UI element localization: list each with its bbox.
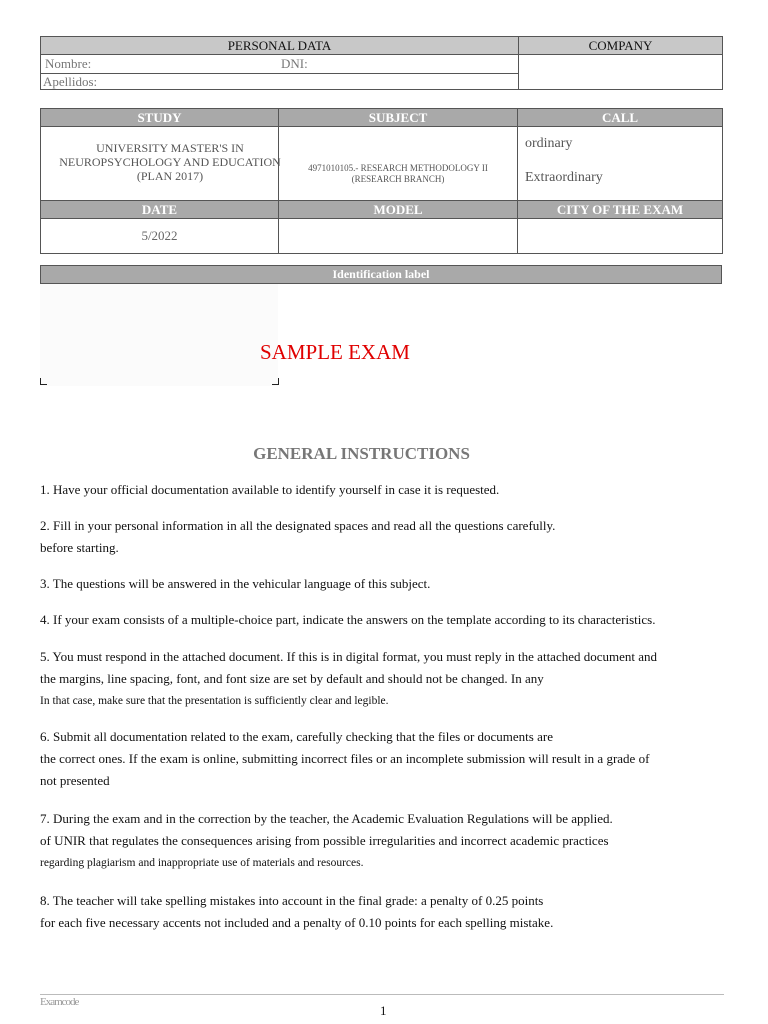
corner-mark-left — [40, 378, 47, 385]
study-line-1: UNIVERSITY MASTER'S IN — [96, 141, 244, 155]
subject-cell — [279, 127, 518, 201]
instructions-title: GENERAL INSTRUCTIONS — [253, 444, 470, 463]
footer-rule — [40, 994, 724, 995]
city-header: CITY OF THE EXAM — [518, 201, 723, 219]
instruction-4 — [40, 609, 730, 631]
company-header: COMPANY — [519, 37, 723, 55]
instruction-7 — [40, 808, 730, 874]
company-field[interactable] — [519, 55, 723, 90]
instruction-6-line-2: the correct ones. If the exam is online, submitting incorrect files or an incomplete submission will result in a grade of — [40, 751, 650, 766]
model-header: MODEL — [279, 201, 518, 219]
footer-exam-code: Examcode — [40, 996, 79, 1008]
instruction-4-line-1: 4. If your exam consists of a multiple-choice part, indicate the answers on the template according to its characteristics. — [40, 612, 656, 627]
nombre-label: Nombre: — [45, 56, 92, 71]
instruction-3 — [40, 573, 730, 595]
identification-area[interactable] — [40, 284, 278, 386]
dni-label: DNI: — [281, 56, 308, 71]
instruction-5 — [40, 646, 730, 712]
instruction-2 — [40, 515, 730, 559]
call-extraordinary-option[interactable]: Extraordinary — [525, 170, 603, 185]
sample-exam-stamp: SAMPLE EXAM — [260, 340, 410, 364]
instruction-5-line-2: the margins, line spacing, font, and font size are set by default and should not be changed. In any — [40, 671, 544, 686]
study-cell — [41, 127, 279, 201]
instruction-5-line-1: 5. You must respond in the attached document. If this is in digital format, you must reply in the attached document and — [40, 649, 658, 664]
date-value: 5/2022 — [141, 228, 178, 243]
apellidos-label: Apellidos: — [43, 74, 98, 89]
instruction-7-line-3: regarding plagiarism and inappropriate use of materials and resources. — [40, 857, 364, 869]
instruction-2-line-2: before starting. — [40, 540, 119, 555]
model-field[interactable] — [279, 219, 518, 254]
personal-data-cell[interactable] — [41, 55, 519, 90]
instruction-6 — [40, 726, 730, 792]
study-header: STUDY — [41, 109, 279, 127]
date-cell[interactable] — [41, 219, 279, 254]
instruction-5-line-3: In that case, make sure that the presentation is sufficiently clear and legible. — [40, 695, 389, 707]
study-line-2: NEUROPSYCHOLOGY AND EDUCATION — [59, 155, 281, 169]
study-line-3: (PLAN 2017) — [136, 169, 204, 183]
identification-label-bar — [40, 265, 722, 284]
instruction-1-line-1: 1. Have your official documentation available to identify yourself in case it is requested. — [40, 482, 500, 497]
instruction-7-line-1: 7. During the exam and in the correction by the teacher, the Academic Evaluation Regulations will be applied. — [40, 811, 613, 826]
call-ordinary-option[interactable]: ordinary — [525, 136, 573, 151]
personal-data-table — [40, 36, 723, 90]
subject-line-1: 4971010105.- RESEARCH METHODOLOGY II — [308, 163, 488, 173]
instruction-7-line-2: of UNIR that regulates the consequences arising from possible irregularities and incorrect academic practices — [40, 833, 609, 848]
instruction-8-line-2: for each five necessary accents not included and a penalty of 0.10 points for each spelling mistake. — [40, 915, 554, 930]
instruction-1 — [40, 479, 730, 501]
date-header: DATE — [41, 201, 279, 219]
instruction-2-line-1: 2. Fill in your personal information in all the designated spaces and read all the questions carefully. — [40, 518, 556, 533]
subject-line-2: (RESEARCH BRANCH) — [351, 174, 445, 184]
page-number: 1 — [380, 1003, 387, 1018]
call-cell[interactable] — [518, 127, 723, 201]
corner-mark-right — [272, 378, 279, 385]
personal-data-header: PERSONAL DATA — [41, 37, 519, 55]
identification-label-text: Identification label — [332, 267, 430, 281]
instruction-6-line-3: not presented — [40, 773, 110, 788]
subject-header: SUBJECT — [279, 109, 518, 127]
instruction-3-line-1: 3. The questions will be answered in the vehicular language of this subject. — [40, 576, 431, 591]
instruction-6-line-1: 6. Submit all documentation related to the exam, carefully checking that the files or documents are — [40, 729, 553, 744]
city-field[interactable] — [518, 219, 723, 254]
instruction-8-line-1: 8. The teacher will take spelling mistakes into account in the final grade: a penalty of 0.25 points — [40, 893, 544, 908]
instruction-8 — [40, 890, 730, 934]
exam-info-table — [40, 108, 723, 254]
call-header: CALL — [518, 109, 723, 127]
